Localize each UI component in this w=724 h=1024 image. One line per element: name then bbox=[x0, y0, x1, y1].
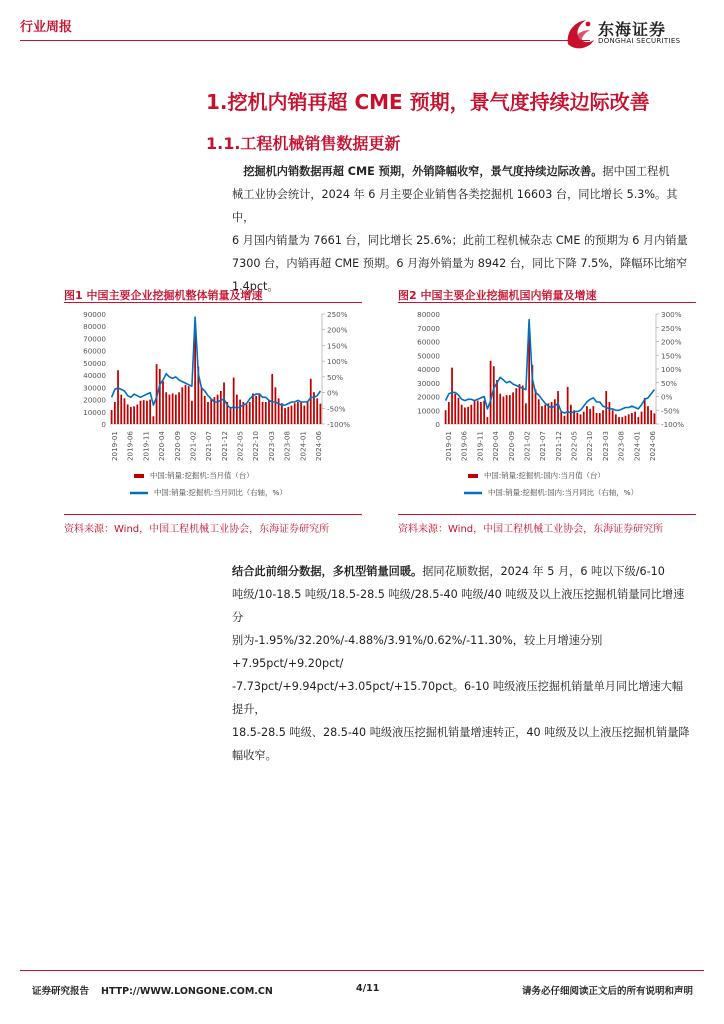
x-tick-label: 2023-03 bbox=[266, 431, 276, 462]
bar bbox=[300, 402, 302, 424]
bar bbox=[560, 412, 562, 424]
bar bbox=[612, 410, 614, 424]
y-tick-label: 70000 bbox=[417, 323, 440, 333]
y-tick-label: 60000 bbox=[83, 346, 106, 356]
bar bbox=[275, 387, 277, 424]
bar bbox=[602, 410, 604, 424]
bar bbox=[470, 405, 472, 424]
legend-line-label: 中国:销量:挖掘机:当月同比（右轴，%） bbox=[154, 488, 287, 497]
y2-tick-label: 50% bbox=[327, 372, 343, 382]
y2-tick-label: -50% bbox=[327, 404, 346, 414]
bar bbox=[220, 391, 222, 424]
bar bbox=[223, 382, 225, 424]
bar bbox=[586, 406, 588, 424]
y2-tick-label: -100% bbox=[661, 420, 685, 429]
y2-tick-label: 200% bbox=[661, 337, 682, 347]
y-tick-label: 20000 bbox=[417, 392, 440, 402]
yoy-line bbox=[446, 320, 655, 414]
bar bbox=[175, 395, 177, 424]
figure-2-chart bbox=[398, 306, 696, 512]
x-tick-label: 2020-09 bbox=[506, 431, 516, 462]
bar bbox=[191, 401, 193, 424]
chart-svg bbox=[64, 306, 362, 512]
figure-2-title: 图2 中国主要企业挖掘机国内销量及增速 bbox=[398, 289, 597, 302]
bar bbox=[162, 381, 164, 424]
bar bbox=[519, 384, 521, 424]
paragraph-2-line: 别为-1.95%/32.20%/-4.88%/3.91%/0.62%/-11.30%，较上月增速分别+7.95pct/+9.20pct/ bbox=[232, 634, 603, 670]
y-tick-label: 30000 bbox=[417, 378, 440, 388]
bar bbox=[583, 412, 585, 424]
bar bbox=[294, 403, 296, 424]
y-tick-label: 70000 bbox=[83, 334, 106, 344]
bar bbox=[297, 402, 299, 424]
bar bbox=[490, 361, 492, 424]
bar bbox=[133, 406, 135, 424]
y-tick-label: 0 bbox=[435, 420, 440, 429]
y-tick-label: 60000 bbox=[417, 337, 440, 347]
bar bbox=[217, 395, 219, 424]
x-tick-label: 2021-12 bbox=[553, 431, 563, 462]
y-tick-label: 10000 bbox=[417, 406, 440, 416]
figure-2-bottom-rule bbox=[398, 514, 696, 515]
x-tick-label: 2020-04 bbox=[491, 431, 501, 462]
y-tick-label: 20000 bbox=[83, 395, 106, 405]
bar bbox=[637, 417, 639, 424]
x-tick-label: 2020-09 bbox=[172, 431, 182, 462]
bar bbox=[316, 398, 318, 424]
bar bbox=[124, 398, 126, 424]
bar bbox=[541, 406, 543, 424]
bar bbox=[130, 407, 132, 424]
legend-bar-label: 中国:销量:挖掘机:当月值（台） bbox=[150, 471, 254, 480]
bar bbox=[564, 416, 566, 424]
bar bbox=[647, 406, 649, 424]
legend-bar-swatch bbox=[134, 474, 144, 478]
bar bbox=[117, 370, 119, 424]
x-tick-label: 2021-07 bbox=[204, 431, 214, 462]
bar bbox=[185, 385, 187, 424]
bar bbox=[252, 393, 254, 424]
bar bbox=[474, 401, 476, 424]
y2-tick-label: 200% bbox=[327, 325, 348, 335]
section-heading: 1.挖机内销再超 CME 预期，景气度持续边际改善 bbox=[206, 90, 650, 114]
figure-2-source: 资料来源：Wind，中国工程机械工业协会，东海证券研究所 bbox=[398, 524, 664, 535]
bar bbox=[178, 392, 180, 424]
bar bbox=[207, 402, 209, 424]
legend-bar-label: 中国:销量:挖掘机:国内:当月值（台） bbox=[484, 471, 605, 480]
bar bbox=[544, 405, 546, 424]
x-tick-label: 2022-10 bbox=[251, 431, 261, 462]
bar bbox=[169, 395, 171, 424]
y2-tick-label: -50% bbox=[661, 406, 680, 416]
bar bbox=[165, 392, 167, 424]
x-tick-label: 2022-05 bbox=[569, 431, 579, 462]
bar bbox=[249, 402, 251, 424]
bar bbox=[493, 366, 495, 424]
x-tick-label: 2023-08 bbox=[282, 431, 292, 462]
y2-tick-label: 150% bbox=[661, 351, 682, 361]
bar bbox=[307, 401, 309, 424]
footer-rule bbox=[20, 970, 704, 971]
paragraph-2-line: 18.5-28.5 吨级、28.5-40 吨级液压挖掘机销量增速转正，40 吨级及以上液压挖掘机销量降 bbox=[232, 726, 690, 739]
bar bbox=[477, 401, 479, 424]
bar bbox=[287, 407, 289, 424]
bar bbox=[284, 408, 286, 424]
bar bbox=[615, 414, 617, 424]
footer-left bbox=[32, 983, 273, 997]
x-tick-label: 2019-01 bbox=[444, 431, 453, 462]
x-tick-label: 2021-02 bbox=[188, 431, 198, 462]
x-tick-label: 2021-12 bbox=[219, 431, 229, 462]
bar bbox=[551, 402, 553, 424]
bar bbox=[634, 412, 636, 424]
y-tick-label: 90000 bbox=[83, 310, 106, 319]
bar bbox=[454, 394, 456, 424]
x-tick-label: 2019-01 bbox=[110, 431, 119, 462]
x-tick-label: 2023-03 bbox=[600, 431, 610, 462]
bar bbox=[233, 378, 235, 424]
bar bbox=[188, 386, 190, 424]
bar bbox=[621, 417, 623, 424]
paragraph-1-line: 械工业协会统计，2024 年 6 月主要企业销售各类挖掘机 16603 台，同比增长 5.3%。其中， bbox=[232, 188, 678, 224]
x-tick-label: 2024-01 bbox=[632, 431, 642, 462]
y-tick-label: 40000 bbox=[417, 365, 440, 374]
bar bbox=[467, 407, 469, 424]
figure-1-chart bbox=[64, 306, 362, 512]
bar bbox=[236, 395, 238, 424]
bar bbox=[641, 412, 643, 424]
footer-disclaimer: 请务必仔细阅读正文后的所有说明和声明 bbox=[522, 986, 694, 997]
page-number: 4/11 bbox=[356, 983, 380, 994]
report-type-tag: 行业周报 bbox=[20, 20, 73, 35]
bar bbox=[618, 417, 620, 424]
bar bbox=[506, 395, 508, 424]
bar bbox=[172, 393, 174, 424]
paragraph-2 bbox=[232, 560, 692, 767]
bar bbox=[255, 396, 257, 424]
bar bbox=[451, 368, 453, 424]
bar bbox=[631, 413, 633, 424]
bar bbox=[230, 407, 232, 424]
bar bbox=[265, 402, 267, 424]
bar bbox=[522, 386, 524, 425]
bar bbox=[486, 417, 488, 424]
bar bbox=[589, 409, 591, 424]
y2-tick-label: -100% bbox=[327, 420, 351, 429]
figure-1-rule bbox=[64, 302, 362, 303]
legend-line-label: 中国:销量:挖掘机:国内:当月同比（右轴，%） bbox=[488, 488, 639, 497]
bar bbox=[281, 403, 283, 424]
y2-tick-label: 250% bbox=[661, 323, 682, 333]
paragraph-2-line: 吨级/10-18.5 吨级/18.5-28.5 吨级/28.5-40 吨级/40 吨级及以上液压挖掘机销量同比增速分 bbox=[232, 588, 685, 624]
paragraph-1-lead: 挖掘机内销数据再超 CME 预期，外销降幅收窄，景气度持续边际改善。 bbox=[243, 165, 603, 178]
y-tick-label: 50000 bbox=[83, 358, 106, 368]
bar bbox=[146, 401, 148, 424]
bar bbox=[503, 397, 505, 425]
bar bbox=[136, 404, 138, 424]
bar bbox=[464, 408, 466, 425]
x-tick-label: 2019-06 bbox=[459, 431, 469, 462]
y2-tick-label: 0% bbox=[661, 392, 673, 402]
bar bbox=[599, 413, 601, 424]
bar bbox=[650, 410, 652, 424]
x-tick-label: 2024-01 bbox=[298, 431, 308, 462]
bar bbox=[525, 403, 527, 424]
bar bbox=[114, 402, 116, 424]
bar bbox=[515, 388, 517, 424]
bar bbox=[127, 404, 129, 424]
bar bbox=[609, 402, 611, 424]
bar bbox=[149, 400, 151, 424]
bar bbox=[596, 413, 598, 424]
legend-bar-swatch bbox=[468, 474, 478, 478]
bar bbox=[262, 402, 264, 424]
header-rule bbox=[20, 40, 590, 41]
paragraph-1 bbox=[232, 160, 692, 298]
y-tick-label: 0 bbox=[101, 420, 106, 429]
bar bbox=[111, 410, 113, 424]
x-tick-label: 2021-07 bbox=[538, 431, 548, 462]
figure-2-rule bbox=[398, 302, 696, 303]
bar bbox=[483, 401, 485, 424]
bar bbox=[246, 404, 248, 424]
bar bbox=[625, 416, 627, 424]
bar bbox=[458, 398, 460, 424]
bar bbox=[143, 400, 145, 424]
bar bbox=[204, 396, 206, 424]
x-tick-label: 2019-11 bbox=[475, 431, 485, 462]
x-tick-label: 2024-06 bbox=[648, 431, 657, 462]
bar bbox=[239, 400, 241, 424]
y2-tick-label: 300% bbox=[661, 310, 682, 319]
y2-tick-label: 100% bbox=[661, 365, 682, 374]
bar bbox=[567, 387, 569, 424]
logo-mark-icon bbox=[568, 20, 594, 48]
footer-report-label: 证券研究报告 bbox=[32, 986, 90, 997]
bar bbox=[535, 390, 537, 424]
x-tick-label: 2022-05 bbox=[235, 431, 245, 462]
y-tick-label: 30000 bbox=[83, 383, 106, 393]
bar bbox=[557, 391, 559, 424]
paragraph-1-line: 7300 台，内销再超 CME 预期。6 月海外销量为 8942 台，同比下降 7.5%，降幅环比缩窄 bbox=[232, 257, 688, 270]
bar bbox=[512, 392, 514, 424]
figure-1-source: 资料来源：Wind，中国工程机械工业协会，东海证券研究所 bbox=[64, 524, 330, 535]
bar bbox=[538, 399, 540, 424]
paragraph-2-line: 幅收窄。 bbox=[232, 749, 277, 762]
bar bbox=[320, 404, 322, 424]
bar bbox=[448, 402, 450, 424]
y2-tick-label: 100% bbox=[327, 357, 348, 367]
bar bbox=[210, 400, 212, 424]
bar bbox=[258, 393, 260, 424]
bar bbox=[159, 369, 161, 424]
y-tick-label: 80000 bbox=[83, 322, 106, 332]
paragraph-2-line: 据同花顺数据，2024 年 5 月，6 吨以下级/6-10 bbox=[422, 565, 665, 578]
paragraph-1-line: 1.4pct。 bbox=[232, 280, 279, 293]
yoy-line bbox=[112, 317, 321, 408]
bar bbox=[592, 406, 594, 424]
logo-name-en: DONGHAI SECURITIES bbox=[598, 37, 681, 45]
bar bbox=[152, 416, 154, 424]
x-tick-label: 2020-04 bbox=[157, 431, 167, 462]
bar bbox=[271, 374, 273, 424]
y2-tick-label: 50% bbox=[661, 378, 677, 388]
y2-tick-label: 0% bbox=[327, 388, 339, 398]
y-tick-label: 80000 bbox=[417, 310, 440, 319]
bar bbox=[461, 405, 463, 424]
bar bbox=[654, 413, 656, 424]
bar bbox=[480, 402, 482, 424]
x-tick-label: 2022-10 bbox=[585, 431, 595, 462]
paragraph-2-lead: 结合此前细分数据，多机型销量回暖。 bbox=[232, 565, 423, 578]
x-tick-label: 2024-06 bbox=[314, 431, 323, 462]
y2-tick-label: 250% bbox=[327, 310, 348, 319]
subsection-heading: 1.1.工程机械销售数据更新 bbox=[206, 134, 401, 153]
bar bbox=[201, 387, 203, 424]
x-tick-label: 2019-11 bbox=[141, 431, 151, 462]
y-tick-label: 40000 bbox=[83, 371, 106, 381]
x-tick-label: 2023-08 bbox=[616, 431, 626, 462]
chart-svg bbox=[398, 306, 696, 512]
bar bbox=[291, 406, 293, 424]
x-tick-label: 2019-06 bbox=[125, 431, 135, 462]
bar bbox=[181, 387, 183, 424]
bar bbox=[570, 405, 572, 424]
bar bbox=[310, 379, 312, 424]
x-tick-label: 2021-02 bbox=[522, 431, 532, 462]
bar bbox=[509, 395, 511, 424]
paragraph-1-line: 6 月国内销量为 7661 台，同比增长 25.6%；此前工程机械杂志 CME 的预期为 6 月内销量 bbox=[232, 234, 688, 247]
bar bbox=[628, 414, 630, 424]
paragraph-2-line: -7.73pct/+9.94pct/+3.05pct/+15.70pct。6-10 吨级液压挖掘机销量单月同比增速大幅提升， bbox=[232, 680, 684, 716]
footer-url-link[interactable]: HTTP://WWW.LONGONE.COM.CN bbox=[101, 986, 273, 997]
bar bbox=[554, 399, 556, 424]
logo-name-cn: 东海证券 bbox=[598, 20, 667, 39]
bar bbox=[268, 400, 270, 424]
bar bbox=[303, 406, 305, 424]
bar bbox=[496, 380, 498, 424]
figure-1-title: 图1 中国主要企业挖掘机整体销量及增速 bbox=[64, 289, 263, 302]
bar bbox=[580, 414, 582, 424]
bar bbox=[120, 395, 122, 424]
bar bbox=[576, 413, 578, 424]
y-tick-label: 10000 bbox=[83, 407, 106, 417]
bar bbox=[499, 394, 501, 424]
figure-1-bottom-rule bbox=[64, 514, 362, 515]
bar bbox=[278, 398, 280, 424]
bar bbox=[140, 401, 142, 424]
y2-tick-label: 150% bbox=[327, 341, 348, 351]
y-tick-label: 50000 bbox=[417, 351, 440, 361]
bar bbox=[445, 410, 447, 424]
paragraph-1-line: 据中国工程机 bbox=[602, 165, 670, 178]
